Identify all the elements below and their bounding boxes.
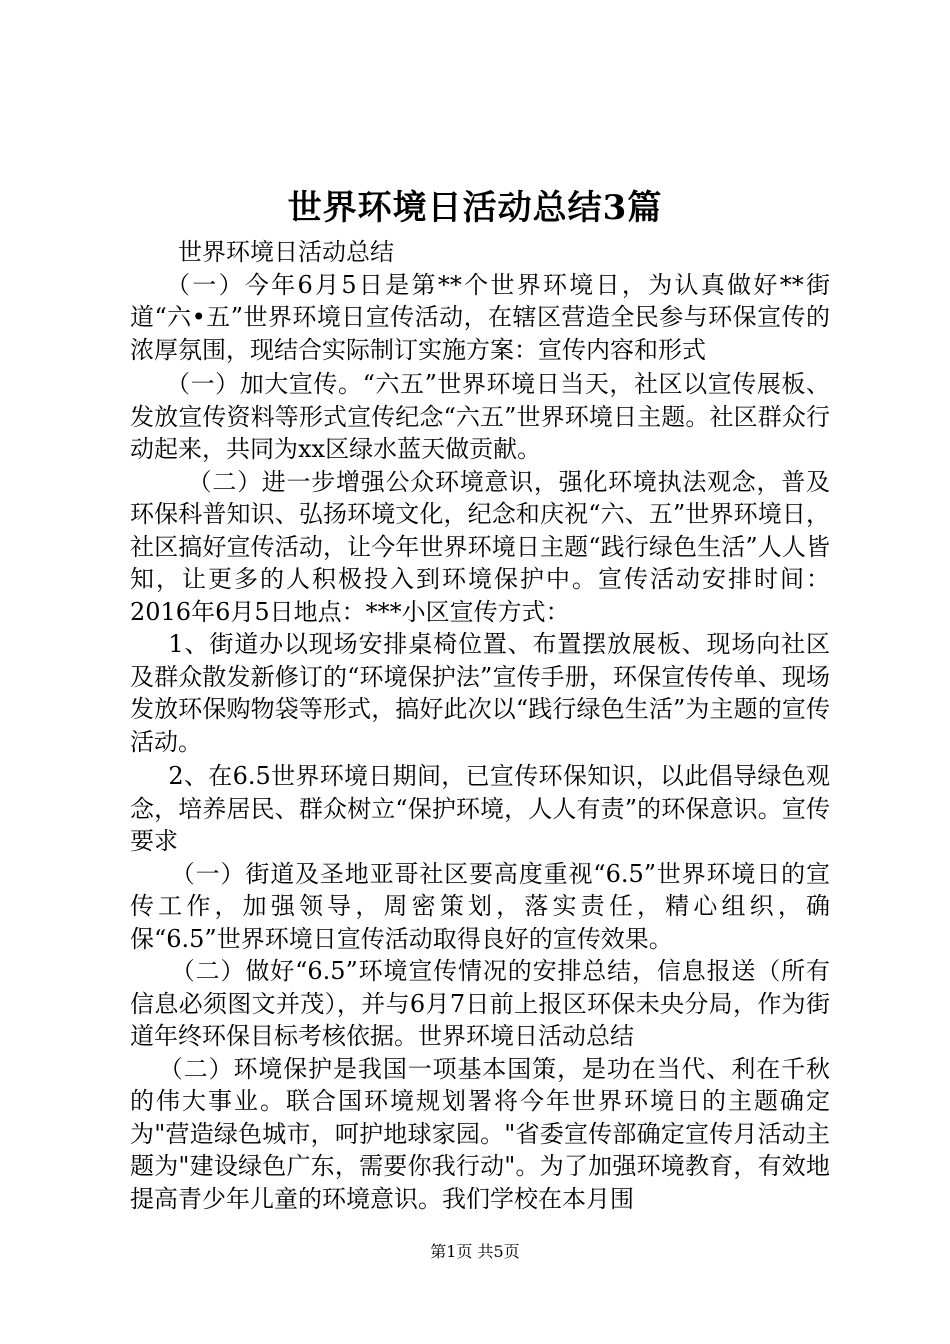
paragraph: （二）做好“6.5”环境宣传情况的安排总结，信息报送（所有信息必须图文并茂），并与6月7日前上报区环保未央分局，作为街道年终环保目标考核依据。世界环境日活动总结 <box>130 957 830 1050</box>
section-heading: 世界环境日活动总结 <box>178 238 394 266</box>
paragraph: 2、在6.5世界环境日期间，已宣传环保知识，以此倡导绿色观念，培养居民、群众树立“保护环境，人人有责”的环保意识。宣传要求 <box>130 762 830 855</box>
paragraph: （二）进一步增强公众环境意识，强化环境执法观念，普及环保科普知识、弘扬环境文化，纪念和庆祝“六、五”世界环境日，社区搞好宣传活动，让今年世界环境日主题“践行绿色生活”人人皆知，让更多的人积极投入到环境保护中。宣传活动安排时间：2016年6月5日地点：***小区宣传方式： <box>130 467 830 626</box>
page-footer: 第1页 共5页 <box>430 1242 520 1261</box>
paragraph: 1、街道办以现场安排桌椅位置、布置摆放展板、现场向社区及群众散发新修订的“环境保护法”宣传手册，环保宣传传单、现场发放环保购物袋等形式，搞好此次以“践行绿色生活”为主题的宣传活动。 <box>130 630 830 756</box>
document-title: 世界环境日活动总结3篇 <box>287 188 663 228</box>
document-body <box>130 236 830 1215</box>
paragraph: （一）今年6月5日是第**个世界环境日，为认真做好**街道“六•五”世界环境日宣传活动，在辖区营造全民参与环保宣传的浓厚氛围，现结合实际制订实施方案：宣传内容和形式 <box>130 270 830 364</box>
paragraph: （一）加大宣传。“六五”世界环境日当天，社区以宣传展板、发放宣传资料等形式宣传纪念“六五”世界环境日主题。社区群众行动起来，共同为xx区绿水蓝天做贡献。 <box>130 370 830 463</box>
paragraph: （二）环境保护是我国一项基本国策，是功在当代、利在千秋的伟大事业。联合国环境规划署将今年世界环境日的主题确定为"营造绿色城市，呵护地球家园。"省委宣传部确定宣传月活动主题为"建设绿色广东，需要你我行动"。为了加强环境教育，有效地提高青少年儿童的环境意识。我们学校在本月围 <box>130 1054 830 1213</box>
paragraph: （一）街道及圣地亚哥社区要高度重视“6.5”世界环境日的宣传工作，加强领导，周密策划，落实责任，精心组织，确保“6.5”世界环境日宣传活动取得良好的宣传效果。 <box>130 859 830 953</box>
